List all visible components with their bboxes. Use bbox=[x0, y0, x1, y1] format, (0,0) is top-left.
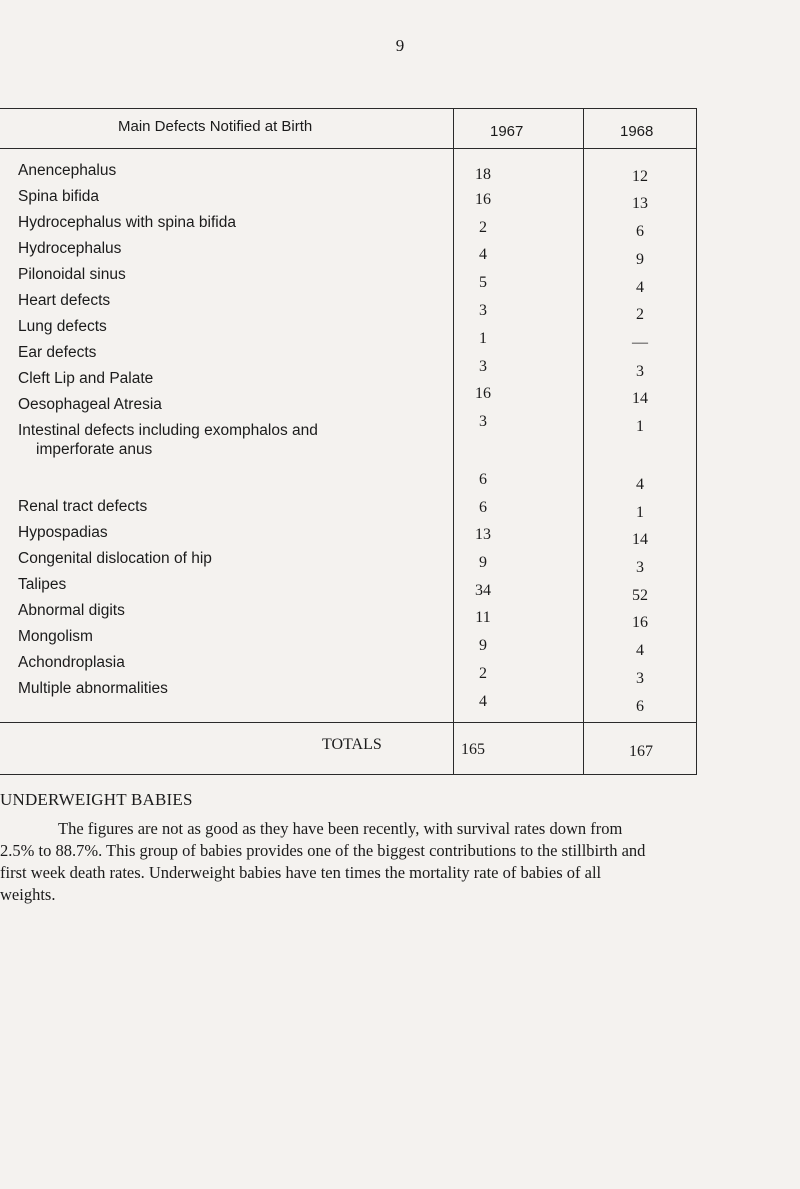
cell-1968: 16 bbox=[632, 614, 648, 631]
row-label-text: Lung defects bbox=[18, 318, 107, 335]
row-label bbox=[18, 343, 96, 362]
row-label bbox=[18, 291, 110, 310]
row-label bbox=[18, 601, 125, 620]
cell-1967: 3 bbox=[479, 302, 487, 319]
row-label-text: Congenital dislocation of hip bbox=[18, 550, 212, 567]
row-label-text: Achondroplasia bbox=[18, 654, 125, 671]
totals-1968: 167 bbox=[629, 743, 653, 760]
paragraph-line: 2.5% to 88.7%. This group of babies provides one of the biggest contributions to the stillbirth and bbox=[0, 841, 646, 860]
cell-1967: 4 bbox=[479, 246, 487, 263]
cell-1967: 1 bbox=[479, 330, 487, 347]
row-label bbox=[18, 161, 116, 180]
cell-1968: 3 bbox=[636, 559, 644, 576]
row-label bbox=[18, 239, 121, 258]
cell-1967: 11 bbox=[475, 609, 491, 626]
row-label-text: Hydrocephalus with spina bifida bbox=[18, 214, 236, 231]
cell-1968: 12 bbox=[632, 168, 648, 185]
header-1967: 1967 bbox=[490, 123, 524, 140]
cell-1968: 9 bbox=[636, 251, 644, 268]
row-label-text: Hypospadias bbox=[18, 524, 108, 541]
cell-1967: 9 bbox=[479, 637, 487, 654]
cell-1967: 9 bbox=[479, 554, 487, 571]
cell-1967: 5 bbox=[479, 274, 487, 291]
paragraph-line: first week death rates. Underweight babies have ten times the mortality rate of babies of all bbox=[0, 863, 602, 882]
page-number: 9 bbox=[395, 36, 405, 55]
cell-1968: 1 bbox=[636, 504, 644, 521]
cell-1968: 3 bbox=[636, 363, 644, 380]
cell-1968: 1 bbox=[636, 418, 644, 435]
totals-1967: 165 bbox=[461, 741, 485, 758]
row-label-text: Heart defects bbox=[18, 292, 111, 309]
cell-1967: 13 bbox=[475, 526, 491, 543]
row-label-text: Multiple abnormalities bbox=[18, 680, 168, 697]
row-label bbox=[18, 627, 93, 646]
row-label bbox=[18, 523, 108, 542]
cell-1967: 16 bbox=[475, 385, 491, 402]
cell-1967: 2 bbox=[479, 219, 487, 236]
cell-1968: 52 bbox=[632, 587, 648, 604]
row-label-text: Pilonoidal sinus bbox=[18, 266, 126, 283]
table-top-rule bbox=[0, 108, 697, 109]
paragraph-line: The figures are not as good as they have been recently, with survival rates down from bbox=[58, 819, 623, 838]
cell-1968: 14 bbox=[632, 531, 648, 548]
cell-1967: 2 bbox=[479, 665, 487, 682]
cell-1968: 3 bbox=[636, 670, 644, 687]
cell-1968: 14 bbox=[632, 390, 648, 407]
row-label bbox=[18, 653, 125, 672]
header-1968: 1968 bbox=[620, 123, 654, 140]
row-label-text: Spina bifida bbox=[18, 188, 100, 205]
row-label-continuation: imperforate anus bbox=[36, 441, 153, 458]
column-divider-2 bbox=[583, 108, 584, 775]
row-label bbox=[18, 679, 168, 698]
cell-1968: 4 bbox=[636, 476, 644, 493]
row-label-text: Intestinal defects including exomphalos and bbox=[18, 422, 318, 439]
cell-1968: 4 bbox=[636, 279, 644, 296]
row-label-text: Ear defects bbox=[18, 344, 97, 361]
header-bottom-rule bbox=[0, 148, 697, 149]
section-paragraph bbox=[0, 818, 712, 906]
cell-1968: 13 bbox=[632, 195, 648, 212]
cell-1968: — bbox=[632, 334, 648, 351]
row-label bbox=[18, 213, 236, 232]
row-label-text: Renal tract defects bbox=[18, 498, 148, 515]
row-label-text: Talipes bbox=[18, 576, 67, 593]
totals-bottom-rule bbox=[0, 774, 697, 775]
cell-1967: 6 bbox=[479, 499, 487, 516]
cell-1968: 2 bbox=[636, 306, 644, 323]
paragraph-line: weights. bbox=[0, 885, 56, 904]
cell-1968: 4 bbox=[636, 642, 644, 659]
row-label-text: Anencephalus bbox=[18, 162, 117, 179]
cell-1968: 6 bbox=[636, 698, 644, 715]
cell-1967: 3 bbox=[479, 358, 487, 375]
row-label bbox=[18, 497, 147, 516]
row-label bbox=[18, 317, 107, 336]
row-label bbox=[18, 421, 318, 459]
row-label bbox=[18, 549, 212, 568]
cell-1967: 18 bbox=[475, 166, 491, 183]
section-heading: UNDERWEIGHT BABIES bbox=[0, 790, 193, 809]
row-label-text: Abnormal digits bbox=[18, 602, 125, 619]
row-label bbox=[18, 575, 66, 594]
row-label-text: Cleft Lip and Palate bbox=[18, 370, 154, 387]
cell-1968: 6 bbox=[636, 223, 644, 240]
cell-1967: 3 bbox=[479, 413, 487, 430]
header-defects: Main Defects Notified at Birth bbox=[118, 118, 313, 135]
row-label bbox=[18, 369, 153, 388]
row-label-text: Mongolism bbox=[18, 628, 93, 645]
totals-label: TOTALS bbox=[322, 736, 382, 753]
row-label-text: Hydrocephalus bbox=[18, 240, 122, 257]
body-bottom-rule bbox=[0, 722, 697, 723]
row-label bbox=[18, 395, 162, 414]
cell-1967: 4 bbox=[479, 693, 487, 710]
row-label bbox=[18, 187, 99, 206]
cell-1967: 6 bbox=[479, 471, 487, 488]
cell-1967: 34 bbox=[475, 582, 491, 599]
row-label-text: Oesophageal Atresia bbox=[18, 396, 162, 413]
table-right-edge bbox=[696, 108, 697, 775]
cell-1967: 16 bbox=[475, 191, 491, 208]
row-label bbox=[18, 265, 126, 284]
